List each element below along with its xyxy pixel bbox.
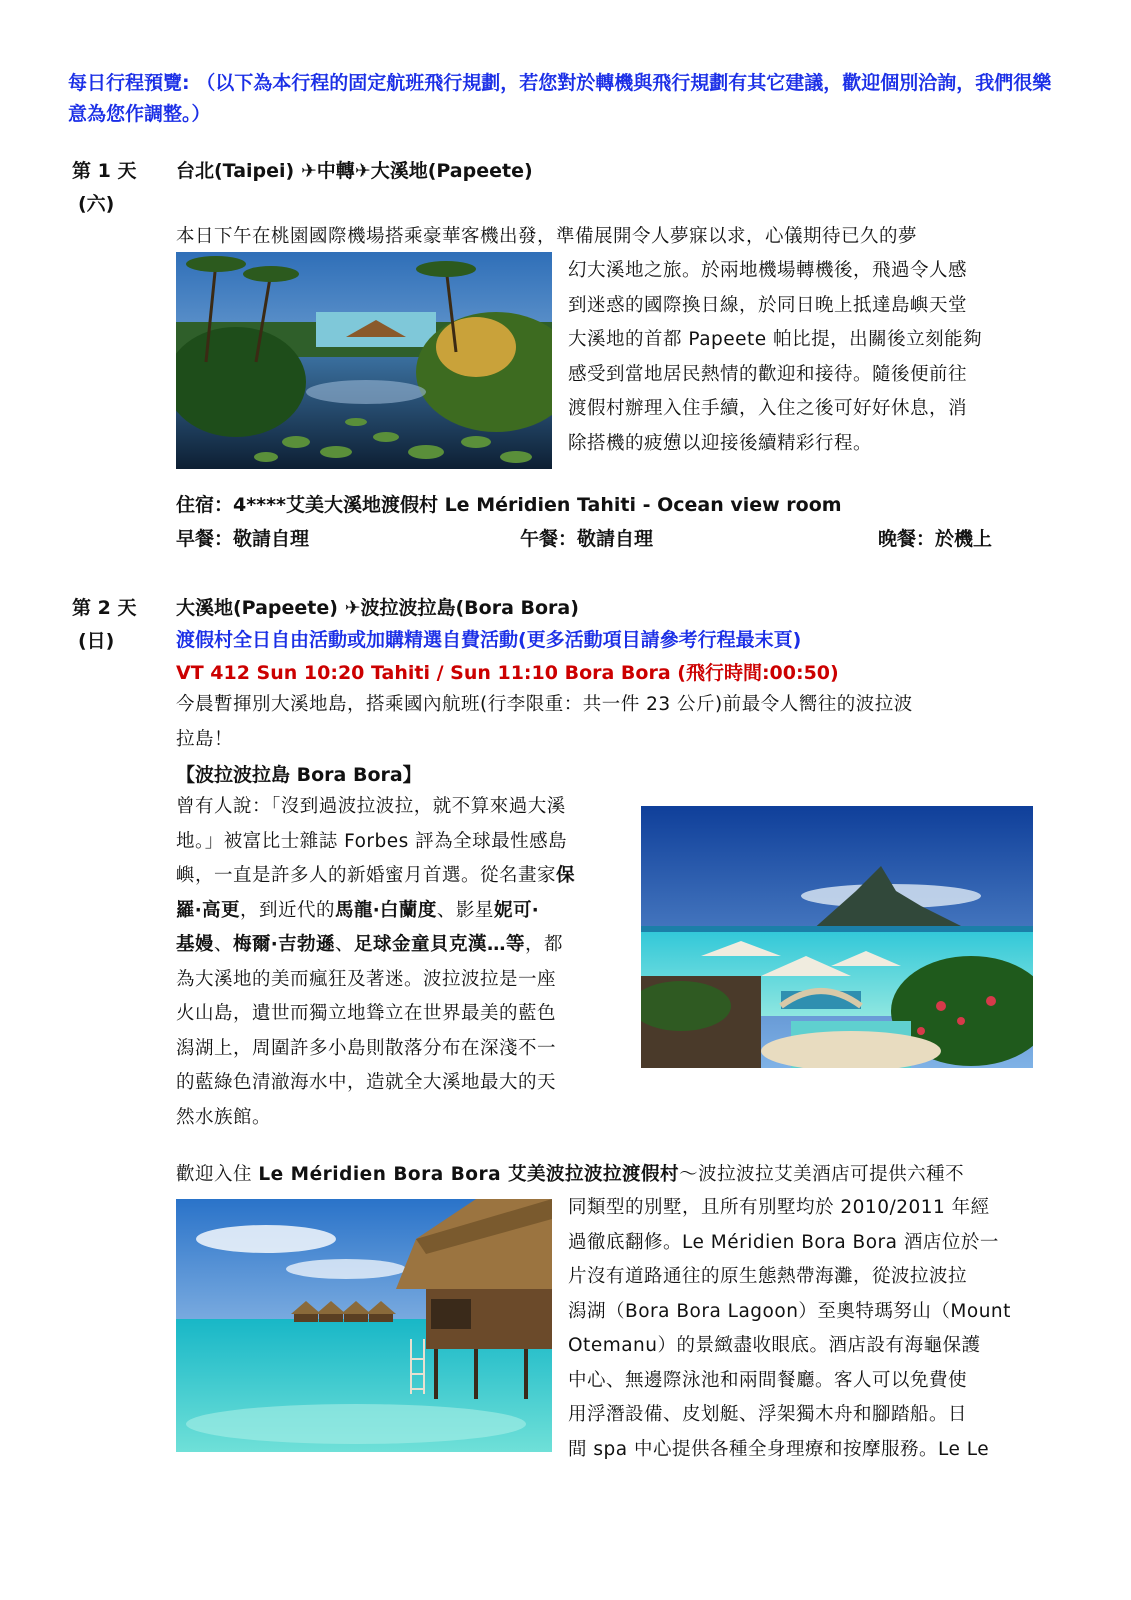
day2-route-from: 大溪地(Papeete)	[176, 597, 338, 619]
bb-text-line: 為大溪地的美而瘋狂及著迷。波拉波拉是一座	[176, 968, 557, 990]
day2-intro	[176, 688, 1036, 757]
day1-label: 第 1 天	[72, 160, 137, 182]
day1-text-line: 幻大溪地之旅。於兩地機場轉機後，飛過令人感	[568, 260, 968, 281]
bora-bora-description	[176, 790, 636, 1135]
airplane-icon: ✈	[300, 160, 317, 182]
day1-intro: 本日下午在桃園國際機場搭乘豪華客機出發，準備展開令人夢寐以求，心儀期待已久的夢	[176, 226, 918, 247]
day1-route-from: 台北(Taipei)	[176, 160, 295, 182]
day1-weekday: (六)	[78, 193, 115, 215]
day1-text-line: 感受到當地居民熱情的歡迎和接待。隨後便前往	[568, 363, 968, 385]
day2-weekday: (日)	[78, 630, 115, 652]
day1-hotel: 住宿：4****艾美大溪地渡假村 Le Méridien Tahiti - Ocean view room	[176, 494, 842, 516]
hotel-description	[568, 1191, 1038, 1467]
bora-bora-photo	[641, 806, 1033, 1068]
day1-description	[568, 254, 1038, 461]
day1-dinner: 晚餐：於機上	[878, 528, 993, 550]
bb-text-line: 基嫚、梅爾‧吉勃遜、足球金童貝克漢…等，都	[176, 934, 564, 955]
day1-route-via: 中轉	[316, 160, 355, 182]
overwater-bungalow-photo	[176, 1199, 552, 1452]
day1-route	[176, 156, 533, 183]
welcome-line: 歡迎入住 Le Méridien Bora Bora 艾美波拉波拉渡假村～波拉波拉艾美酒店可提供六種不	[176, 1164, 965, 1185]
bora-bora-heading: 【波拉波拉島 Bora Bora】	[176, 764, 422, 786]
bb-text-line: 嶼，一直是許多人的新婚蜜月首選。從名畫家保	[176, 865, 576, 886]
day2-intro-line: 今晨暫揮別大溪地島，搭乘國內航班(行李限重：共一件 23 公斤)前最令人嚮往的波拉波	[176, 694, 913, 715]
day2-activity: 渡假村全日自由活動或加購精選自費活動(更多活動項目請參考行程最末頁)	[176, 629, 802, 651]
bb-text-line: 羅‧高更，到近代的馬龍‧白蘭度、影星妮可‧	[176, 899, 539, 921]
airplane-icon: ✈	[344, 597, 361, 619]
day1-text-line: 渡假村辦理入住手續，入住之後可好好休息，消	[568, 398, 968, 419]
bb-text-line: 潟湖上，周圍許多小島則散落分布在深淺不一	[176, 1037, 557, 1059]
hotel-text-line: 片沒有道路通往的原生態熱帶海灘，從波拉波拉	[568, 1266, 968, 1287]
hotel-text-line: 用浮潛設備、皮划艇、浮架獨木舟和腳踏船。日	[568, 1404, 968, 1425]
hotel-text-line: 潟湖（Bora Bora Lagoon）至奧特瑪努山（Mount	[568, 1300, 1011, 1322]
hotel-text-line: 間 spa 中心提供各種全身理療和按摩服務。Le Le	[568, 1438, 990, 1460]
day2-route	[176, 593, 579, 620]
hotel-text-line: Otemanu）的景緻盡收眼底。酒店設有海龜保護	[568, 1335, 981, 1356]
day1-text-line: 除搭機的疲憊以迎接後續精彩行程。	[568, 432, 873, 454]
hotel-text-line: 過徹底翻修。Le Méridien Bora Bora 酒店位於一	[568, 1231, 999, 1253]
day1-route-to: 大溪地(Papeete)	[370, 160, 533, 182]
day1-breakfast: 早餐：敬請自理	[176, 528, 310, 550]
bb-text-line: 的藍綠色清澈海水中，造就全大溪地最大的天	[176, 1072, 557, 1093]
day1-text-line: 大溪地的首都 Papeete 帕比提，出關後立刻能夠	[568, 329, 983, 350]
day1-resort-photo	[176, 252, 552, 469]
bb-text-line: 然水族館。	[176, 1106, 272, 1128]
day2-label: 第 2 天	[72, 597, 137, 619]
day2-flight: VT 412 Sun 10:20 Tahiti / Sun 11:10 Bora Bora (飛行時間:00:50)	[176, 662, 839, 684]
hotel-text-line: 中心、無邊際泳池和兩間餐廳。客人可以免費使	[568, 1369, 968, 1391]
day2-intro-line: 拉島！	[176, 728, 234, 750]
bb-text-line: 曾有人說：「沒到過波拉波拉，就不算來過大溪	[176, 796, 566, 817]
day2-route-to: 波拉波拉島(Bora Bora)	[360, 597, 579, 619]
itinerary-notice: 每日行程預覽: （以下為本行程的固定航班飛行規劃，若您對於轉機與飛行規劃有其它建議，歡迎個別洽詢，我們很樂意為您作調整。）	[68, 72, 1052, 125]
day1-lunch: 午餐：敬請自理	[520, 528, 654, 550]
day1-text-line: 到迷惑的國際換日線，於同日晚上抵達島嶼天堂	[568, 294, 968, 316]
hotel-text-line: 同類型的別墅，且所有別墅均於 2010/2011 年經	[568, 1197, 990, 1218]
airplane-icon: ✈	[354, 160, 371, 182]
bb-text-line: 地。」被富比士雜誌 Forbes 評為全球最性感島	[176, 830, 568, 852]
bb-text-line: 火山島，遺世而獨立地聳立在世界最美的藍色	[176, 1003, 557, 1024]
